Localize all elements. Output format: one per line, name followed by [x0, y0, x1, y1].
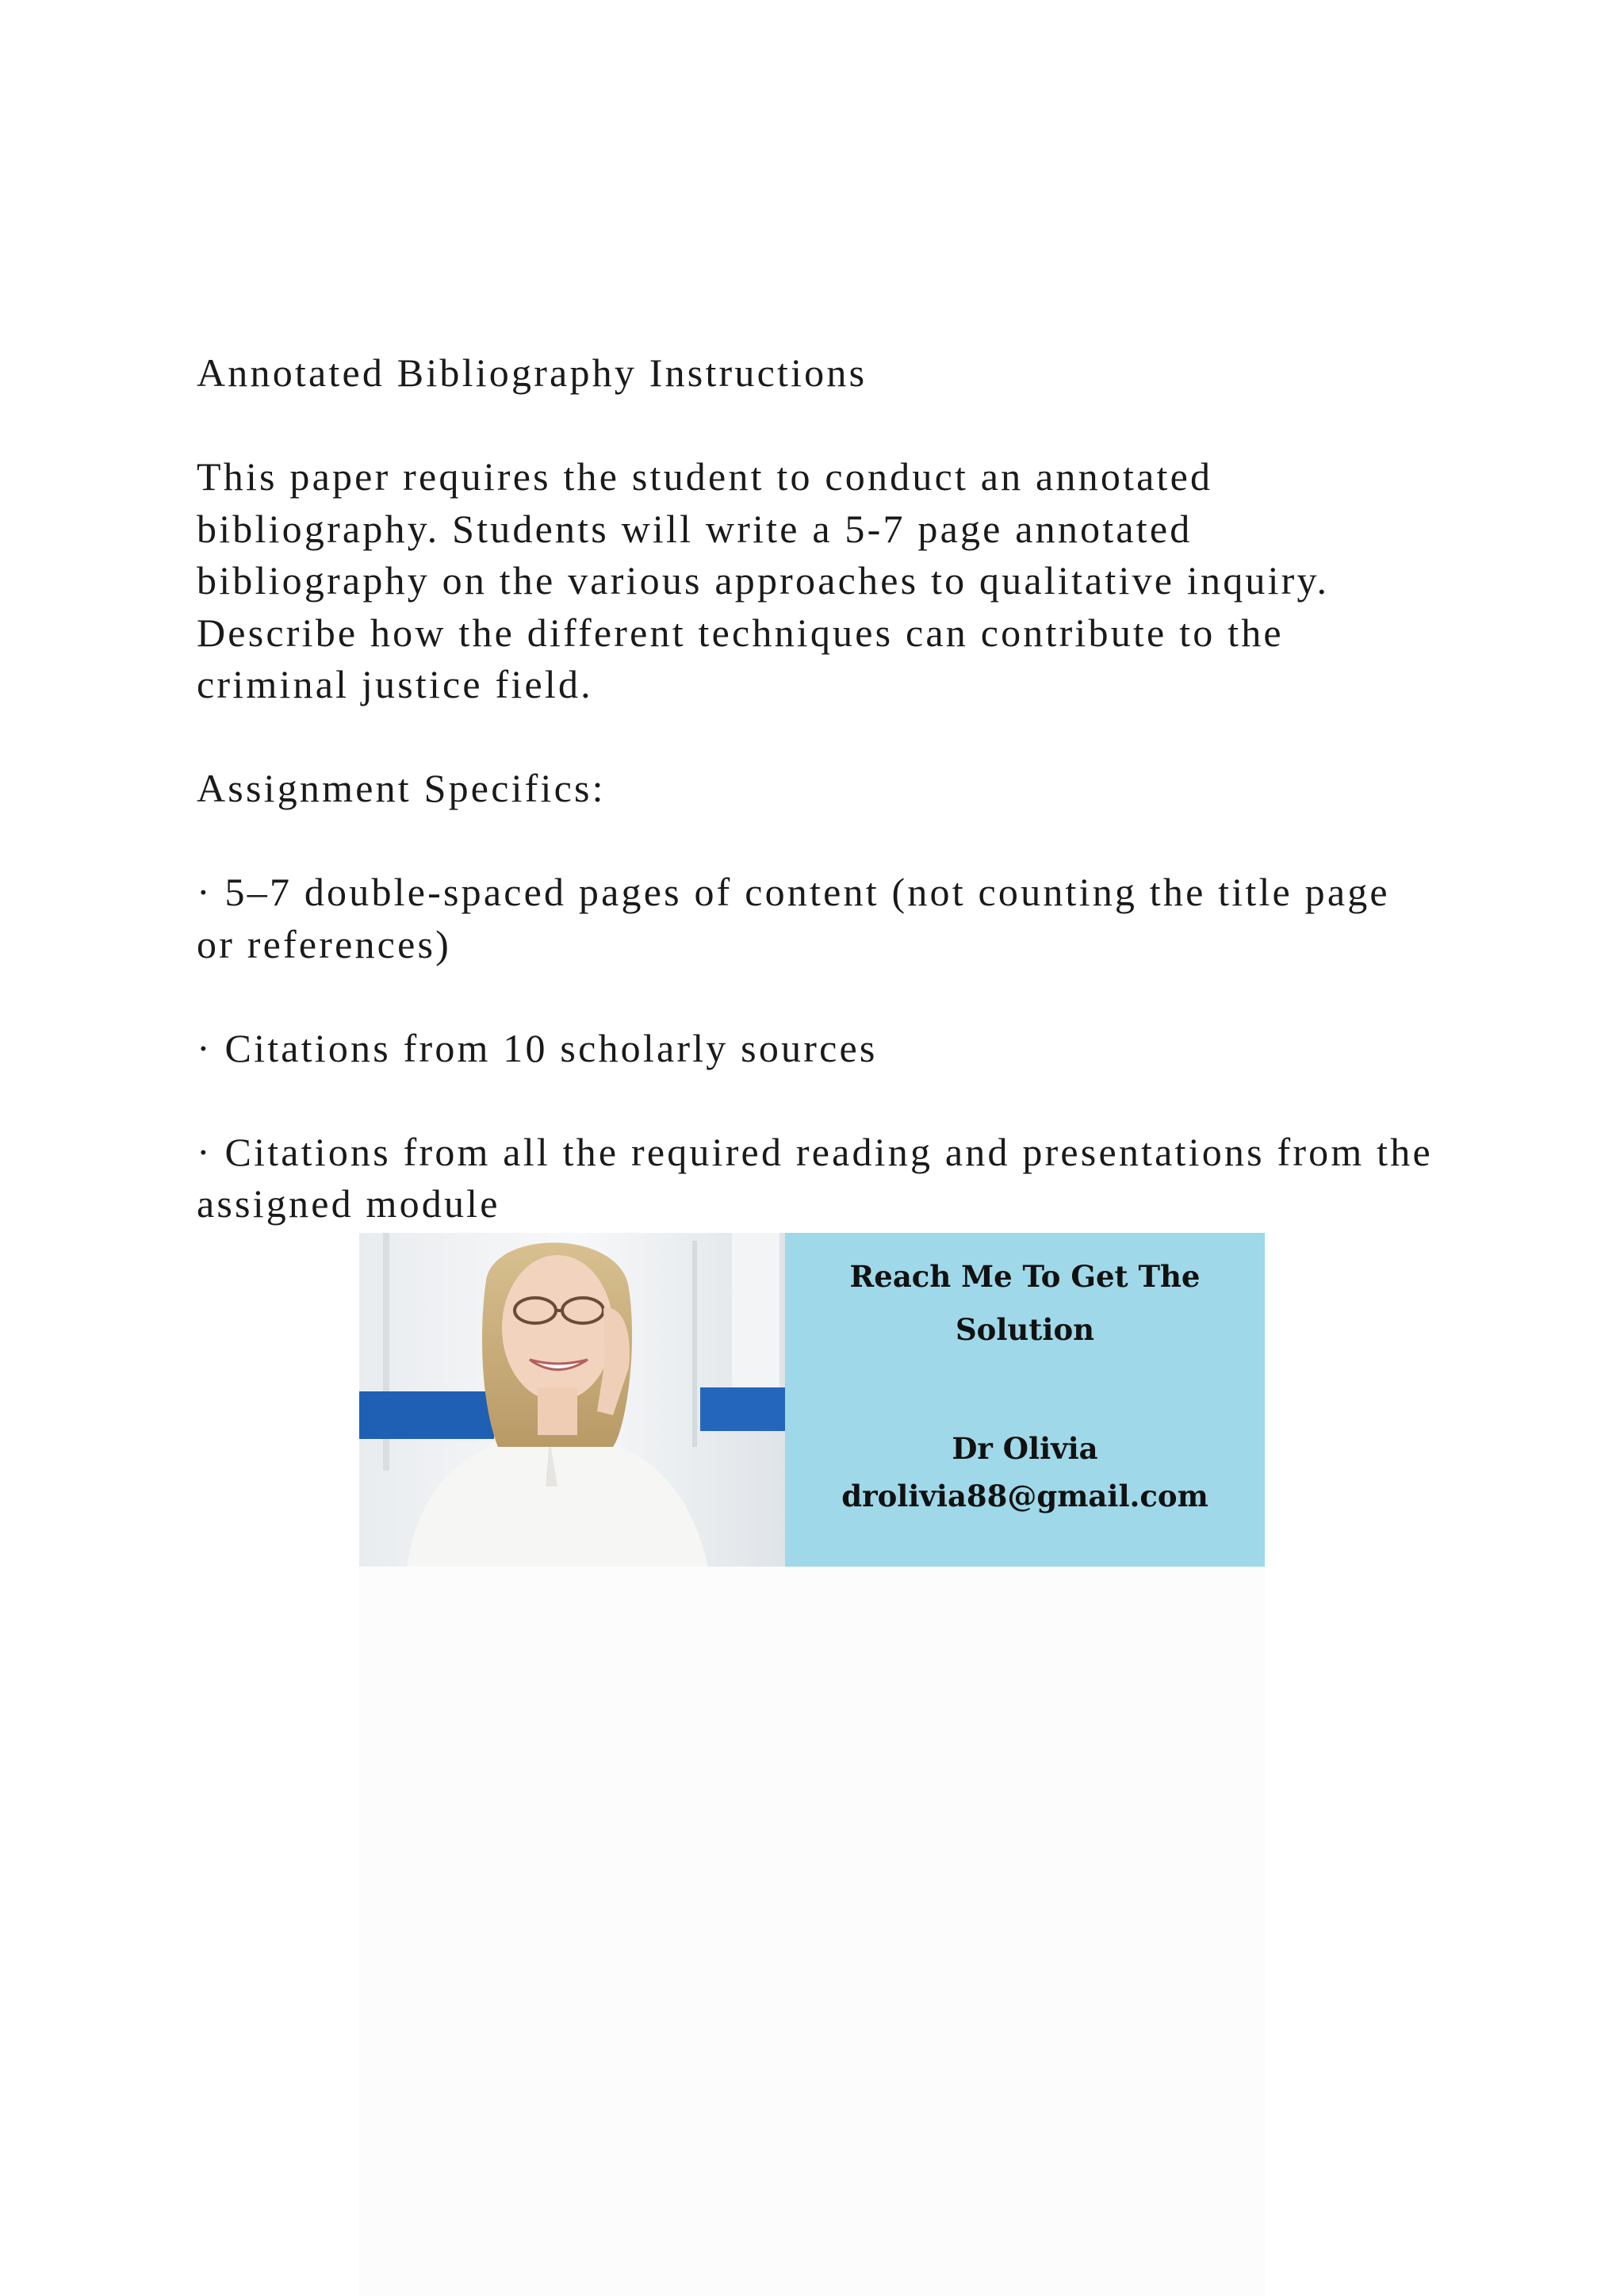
- banner-headline: Reach Me To Get The: [849, 1259, 1201, 1294]
- page-shading: [359, 1567, 1265, 2296]
- contact-name: Dr Olivia: [952, 1431, 1098, 1466]
- contact-banner: [359, 1233, 1265, 1567]
- document-body: [197, 347, 1434, 1230]
- contact-card: [785, 1233, 1265, 1567]
- bullet-item-readings: · Citations from all the required reading and presentations from the assigned module: [197, 1129, 1433, 1226]
- woman-photo: [359, 1233, 785, 1567]
- banner-subheadline: Solution: [955, 1312, 1095, 1347]
- bullet-item-pages: · 5–7 double-spaced pages of content (not counting the title page or references): [197, 870, 1390, 966]
- bullet-item-sources: · Citations from 10 scholarly sources: [197, 1025, 878, 1070]
- contact-email: drolivia88@gmail.com: [841, 1479, 1208, 1513]
- intro-paragraph: This paper requires the student to conduct an annotated bibliography. Students will write a 5-7 page annotated bibliography on the various approaches to qualitative inquiry. Describe how the different techniques can contribute to the criminal justice field.: [197, 454, 1330, 706]
- document-title: Annotated Bibliography Instructions: [197, 350, 868, 395]
- specifics-heading: Assignment Specifics:: [197, 766, 606, 810]
